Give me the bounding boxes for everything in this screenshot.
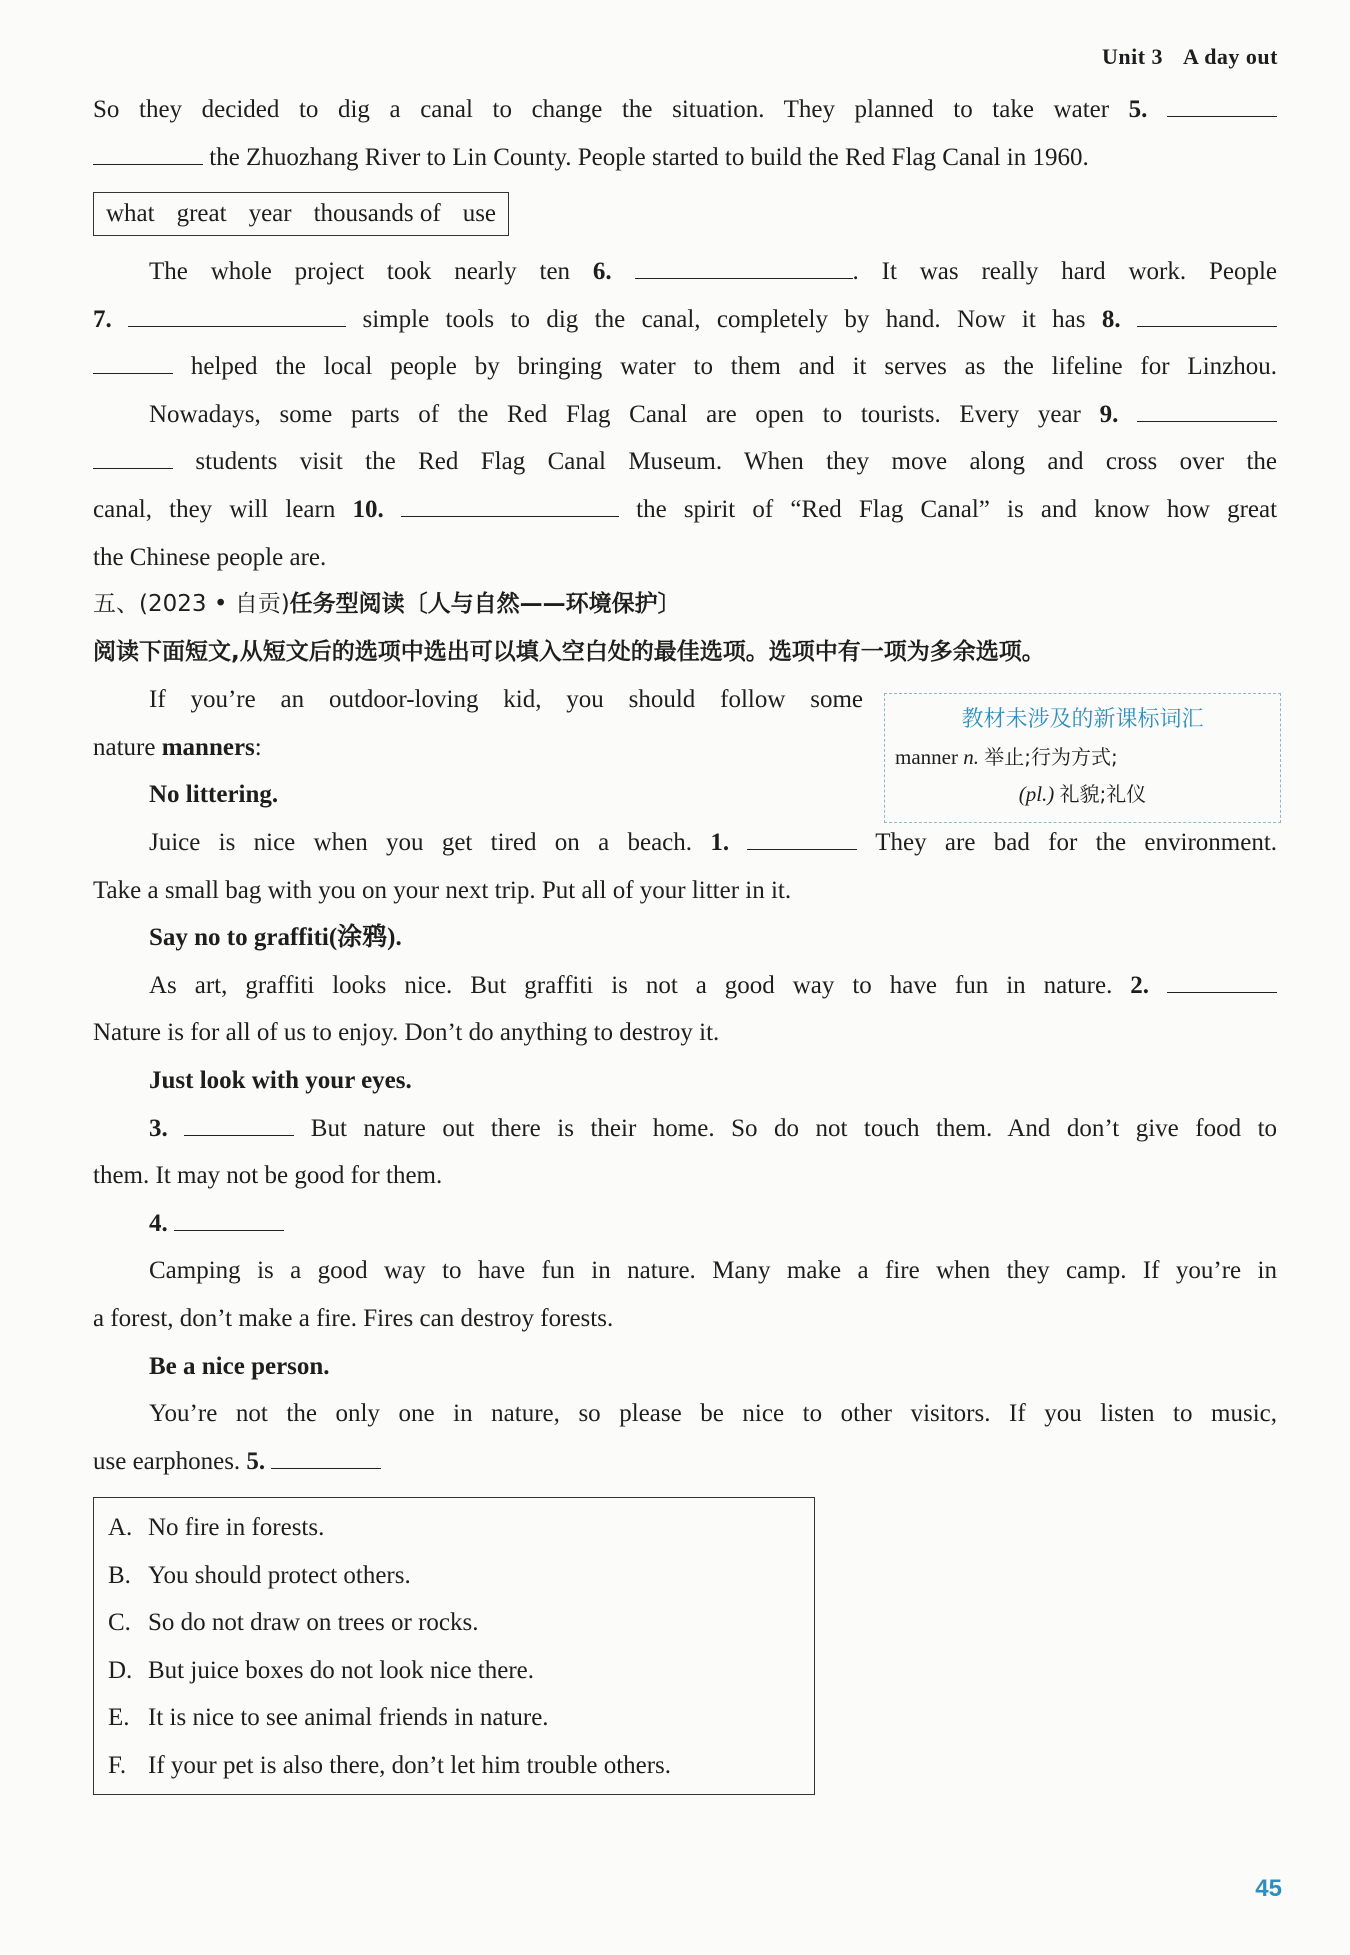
subheading <box>93 1343 1277 1391</box>
passage-one-top <box>93 86 1277 181</box>
answer-blank-5[interactable] <box>271 1446 381 1469</box>
paragraph-line <box>93 534 1277 582</box>
passage-two-body <box>93 819 1277 1485</box>
answer-blank-7[interactable] <box>128 304 346 327</box>
text-run: Take a small bag with you on your next trip. Put all of your litter in it. <box>93 876 792 904</box>
blank-number-5: 5. <box>1128 96 1148 123</box>
paragraph-line <box>93 724 863 772</box>
blank-number-10: 10. <box>352 495 384 523</box>
unit-title: A day out <box>1183 44 1278 69</box>
paragraph-line <box>93 296 1277 344</box>
text-run: nature <box>93 733 156 761</box>
blank-number-6: 6. <box>592 258 612 285</box>
section-instruction: 阅读下面短文,从短文后的选项中选出可以填入空白处的最佳选项。选项中有一项为多余选项。 <box>93 639 1045 665</box>
option-letter: F. <box>108 1751 127 1779</box>
vocabulary-entry-cont <box>885 778 1280 807</box>
passage-one-body <box>93 248 1277 581</box>
option-letter: A. <box>108 1514 133 1541</box>
paragraph-line <box>93 962 1277 1010</box>
option-letter: C. <box>108 1609 131 1637</box>
text-run: simple tools to dig the canal, completely by hand. Now it has <box>362 305 1086 333</box>
vocab-word: manner <box>895 745 958 769</box>
blank-number-1: 1. <box>710 829 730 856</box>
options-box <box>93 1497 815 1795</box>
text-run: the spirit of “Red Flag Canal” is and know how great <box>636 495 1278 523</box>
paragraph-line <box>93 134 1277 182</box>
unit-label: Unit 3 <box>1101 44 1164 69</box>
paragraph-line <box>93 486 1277 534</box>
subheading <box>93 914 1277 962</box>
paragraph-line <box>93 1105 1277 1153</box>
option-text: It is nice to see animal friends in nature. <box>148 1704 549 1732</box>
option-letter: D. <box>108 1656 133 1684</box>
option-text: You should protect others. <box>148 1561 411 1589</box>
keyword-manners: manners <box>161 733 255 761</box>
answer-blank-1[interactable] <box>747 827 857 850</box>
subheading-text: No littering. <box>149 781 279 809</box>
text-run: canal, they will learn <box>93 495 336 523</box>
option-item[interactable] <box>94 1647 814 1695</box>
section-heading <box>93 586 681 622</box>
word-bank-item: what <box>106 200 155 227</box>
text-run: Nature is for all of us to enjoy. Don’t do anything to destroy it. <box>93 1019 720 1047</box>
running-header <box>1102 44 1278 70</box>
paragraph-line <box>93 1009 1277 1057</box>
paragraph-line <box>93 1247 1277 1295</box>
blank-number-2: 2. <box>1130 971 1150 999</box>
option-item[interactable] <box>94 1742 814 1790</box>
answer-blank-6[interactable] <box>635 256 853 279</box>
subheading <box>93 1057 1277 1105</box>
paragraph-line <box>93 1200 1277 1248</box>
vocabulary-note-title: 教材未涉及的新课标词汇 <box>961 707 1204 732</box>
paragraph-line <box>93 676 863 724</box>
vocab-meaning: 举止;行为方式; <box>984 745 1118 769</box>
answer-blank-10[interactable] <box>401 494 619 517</box>
word-bank-item: use <box>462 200 497 227</box>
answer-blank-5a[interactable] <box>1167 94 1277 117</box>
word-bank-item: great <box>176 200 227 227</box>
answer-blank-8a[interactable] <box>1137 304 1277 327</box>
text-run: a forest, don’t make a fire. Fires can destroy forests. <box>93 1304 614 1332</box>
paragraph-line <box>93 248 1277 296</box>
answer-blank-9a[interactable] <box>1137 399 1277 422</box>
option-item[interactable] <box>94 1504 814 1552</box>
option-text: But juice boxes do not look nice there. <box>148 1656 535 1684</box>
blank-number-8: 8. <box>1101 305 1121 333</box>
answer-blank-3[interactable] <box>184 1113 294 1136</box>
text-run: They are bad for the environment. <box>875 829 1278 856</box>
paragraph-line <box>93 1152 1277 1200</box>
text-run: . It was really hard work. People <box>852 258 1278 285</box>
blank-number-7: 7. <box>93 305 112 333</box>
paragraph-line <box>93 391 1277 439</box>
blank-number-3: 3. <box>149 1114 168 1142</box>
page-number: 45 <box>1255 1875 1282 1902</box>
blank-number-4: 4. <box>149 1209 168 1237</box>
text-run: But nature out there is their home. So do not touch them. And don’t give food to <box>310 1114 1278 1142</box>
option-item[interactable] <box>94 1694 814 1742</box>
section-title: 任务型阅读〔人与自然——环境保护〕 <box>289 591 681 617</box>
paragraph-line <box>93 1295 1277 1343</box>
subheading-text: Be a nice person. <box>149 1352 330 1380</box>
section-number: 五、(2023 • 自贡) <box>93 591 290 617</box>
text-run: You’re not the only one in nature, so please be nice to other visitors. If you listen to music, <box>149 1400 1277 1428</box>
option-item[interactable] <box>94 1599 814 1647</box>
text-run: the Zhuozhang River to Lin County. People started to build the Red Flag Canal in 1960. <box>209 143 1089 171</box>
text-run: The whole project took nearly ten <box>149 258 571 285</box>
text-run: Camping is a good way to have fun in nature. Many make a fire when they camp. If you’re in <box>149 1257 1277 1285</box>
text-run: students visit the Red Flag Canal Museum. When they move along and cross over the <box>195 448 1277 476</box>
word-bank-item: thousands of <box>313 200 441 227</box>
answer-blank-2[interactable] <box>1167 970 1277 993</box>
word-bank-box <box>93 192 509 236</box>
blank-number-5: 5. <box>246 1447 266 1475</box>
option-letter: B. <box>108 1561 131 1589</box>
answer-blank-9b[interactable] <box>93 446 173 469</box>
text-run: Juice is nice when you get tired on a beach. <box>149 829 693 856</box>
answer-blank-8b[interactable] <box>93 351 173 374</box>
paragraph-line <box>93 438 1277 486</box>
vocabulary-entry <box>895 741 1280 770</box>
vocab-pos: n. <box>963 745 979 769</box>
option-text: So do not draw on trees or rocks. <box>148 1609 479 1637</box>
text-run: them. It may not be good for them. <box>93 1162 443 1190</box>
blank-number-9: 9. <box>1099 400 1119 428</box>
paragraph-line <box>93 343 1277 391</box>
text-run: As art, graffiti looks nice. But graffiti is not a good way to have fun in nature. <box>149 971 1113 999</box>
text-run: Nowadays, some parts of the Red Flag Canal are open to tourists. Every year <box>149 400 1081 428</box>
vocab-plural: (pl.) <box>1018 782 1055 806</box>
answer-blank-5b[interactable] <box>93 142 203 165</box>
paragraph-line <box>93 819 1277 867</box>
subheading <box>93 771 863 819</box>
text-run: : <box>254 733 262 761</box>
paragraph-line <box>93 867 1277 915</box>
text-run: helped the local people by bringing water to them and it serves as the lifeline for Linzhou. <box>190 353 1277 381</box>
text-run: So they decided to dig a canal to change the situation. They planned to take water <box>93 96 1110 123</box>
paragraph-line <box>93 1438 1277 1486</box>
option-item[interactable] <box>94 1552 814 1600</box>
text-run: If you’re an outdoor-loving kid, you should follow some <box>149 686 863 713</box>
vocabulary-note-box <box>884 693 1281 823</box>
text-run: use earphones. <box>93 1447 241 1475</box>
subheading-text: Just look with your eyes. <box>149 1066 412 1094</box>
option-text: No fire in forests. <box>148 1514 325 1541</box>
vocab-meaning-plural: 礼貌;礼仪 <box>1059 782 1147 806</box>
option-letter: E. <box>108 1704 130 1732</box>
subheading-text: Say no to graffiti(涂鸦). <box>149 924 402 952</box>
paragraph-line <box>93 1390 1277 1438</box>
paragraph-line <box>93 86 1277 134</box>
answer-blank-4[interactable] <box>174 1208 284 1231</box>
text-run: the Chinese people are. <box>93 543 327 571</box>
word-bank-item: year <box>248 200 292 227</box>
passage-two-intro <box>93 676 863 819</box>
option-text: If your pet is also there, don’t let him trouble others. <box>148 1751 672 1779</box>
